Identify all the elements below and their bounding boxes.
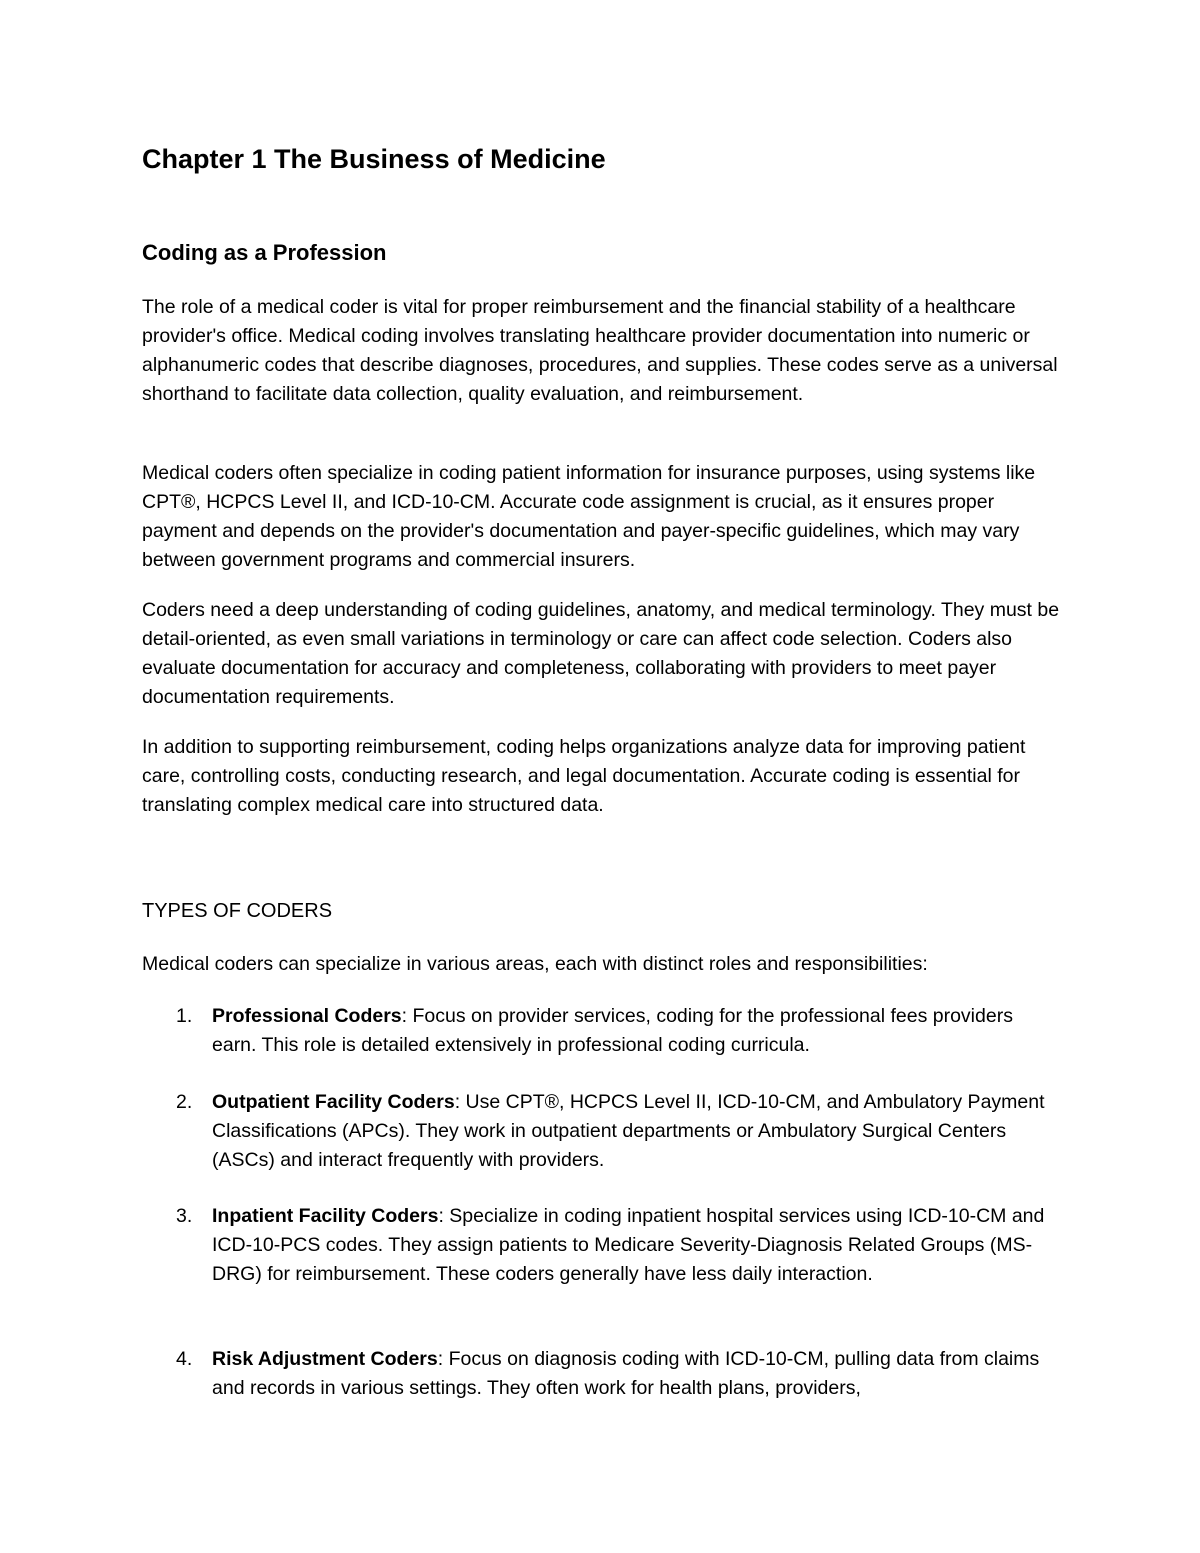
section-heading-types-of-coders: TYPES OF CODERS bbox=[142, 900, 333, 922]
list-item-term: Inpatient Facility Coders bbox=[212, 1205, 439, 1227]
paragraph: The role of a medical coder is vital for proper reimbursement and the financial stability of a healthcare provider's office. Medical coding involves translating healthcare provider documentation into numeric or alphanumeric codes that describe diagnoses, procedures, and supplies. These codes serve as a universal shorthand to facilitate data collection, quality evaluation, and reimbursement. bbox=[142, 296, 1058, 405]
list-item-body bbox=[212, 1202, 1062, 1289]
list-item-text: : Specialize in coding inpatient hospital services using ICD-10-CM and ICD-10-PCS codes. They assign patients to Medicare Severity-Diagnosis Related Groups (MS-DRG) for reimbursement. These coders generally have less daily interaction. bbox=[212, 1205, 1045, 1285]
list-item-term: Outpatient Facility Coders bbox=[212, 1091, 455, 1113]
list-item-body bbox=[212, 1002, 1062, 1060]
section-heading-coding-profession: Coding as a Profession bbox=[142, 240, 387, 265]
list-item-body bbox=[212, 1345, 1062, 1403]
list-item-term: Risk Adjustment Coders bbox=[212, 1348, 438, 1370]
types-intro: Medical coders can specialize in various areas, each with distinct roles and responsibilities: bbox=[142, 953, 928, 975]
list-item-term: Professional Coders bbox=[212, 1005, 402, 1027]
list-item-text: : Focus on provider services, coding for the professional fees providers earn. This role is detailed extensively in professional coding curricula. bbox=[212, 1005, 1013, 1056]
list-item-number: 4. bbox=[176, 1348, 193, 1370]
list-item-number: 3. bbox=[176, 1205, 193, 1227]
chapter-title: Chapter 1 The Business of Medicine bbox=[142, 144, 606, 174]
list-item-body bbox=[212, 1088, 1062, 1175]
list-item-number: 1. bbox=[176, 1005, 193, 1027]
list-item-text: : Use CPT®, HCPCS Level II, ICD-10-CM, and Ambulatory Payment Classifications (APCs). They work in outpatient departments or Ambulatory Surgical Centers (ASCs) and interact frequently with providers. bbox=[212, 1091, 1045, 1171]
paragraph: Medical coders often specialize in coding patient information for insurance purposes, using systems like CPT®, HCPCS Level II, and ICD-10-CM. Accurate code assignment is crucial, as it ensures proper payment and depends on the provider's documentation and payer-specific guidelines, which may vary between government programs and commercial insurers. bbox=[142, 462, 1036, 571]
list-item-number: 2. bbox=[176, 1091, 193, 1113]
paragraph: Coders need a deep understanding of coding guidelines, anatomy, and medical terminology. They must be detail-oriented, as even small variations in terminology or care can affect code selection. Coders also evaluate documentation for accuracy and completeness, collaborating with providers to meet payer documentation requirements. bbox=[142, 599, 1060, 708]
paragraph: In addition to supporting reimbursement, coding helps organizations analyze data for improving patient care, controlling costs, conducting research, and legal documentation. Accurate coding is essential for translating complex medical care into structured data. bbox=[142, 736, 1026, 816]
list-item-text: : Focus on diagnosis coding with ICD-10-CM, pulling data from claims and records in various settings. They often work for health plans, providers, bbox=[212, 1348, 1040, 1399]
